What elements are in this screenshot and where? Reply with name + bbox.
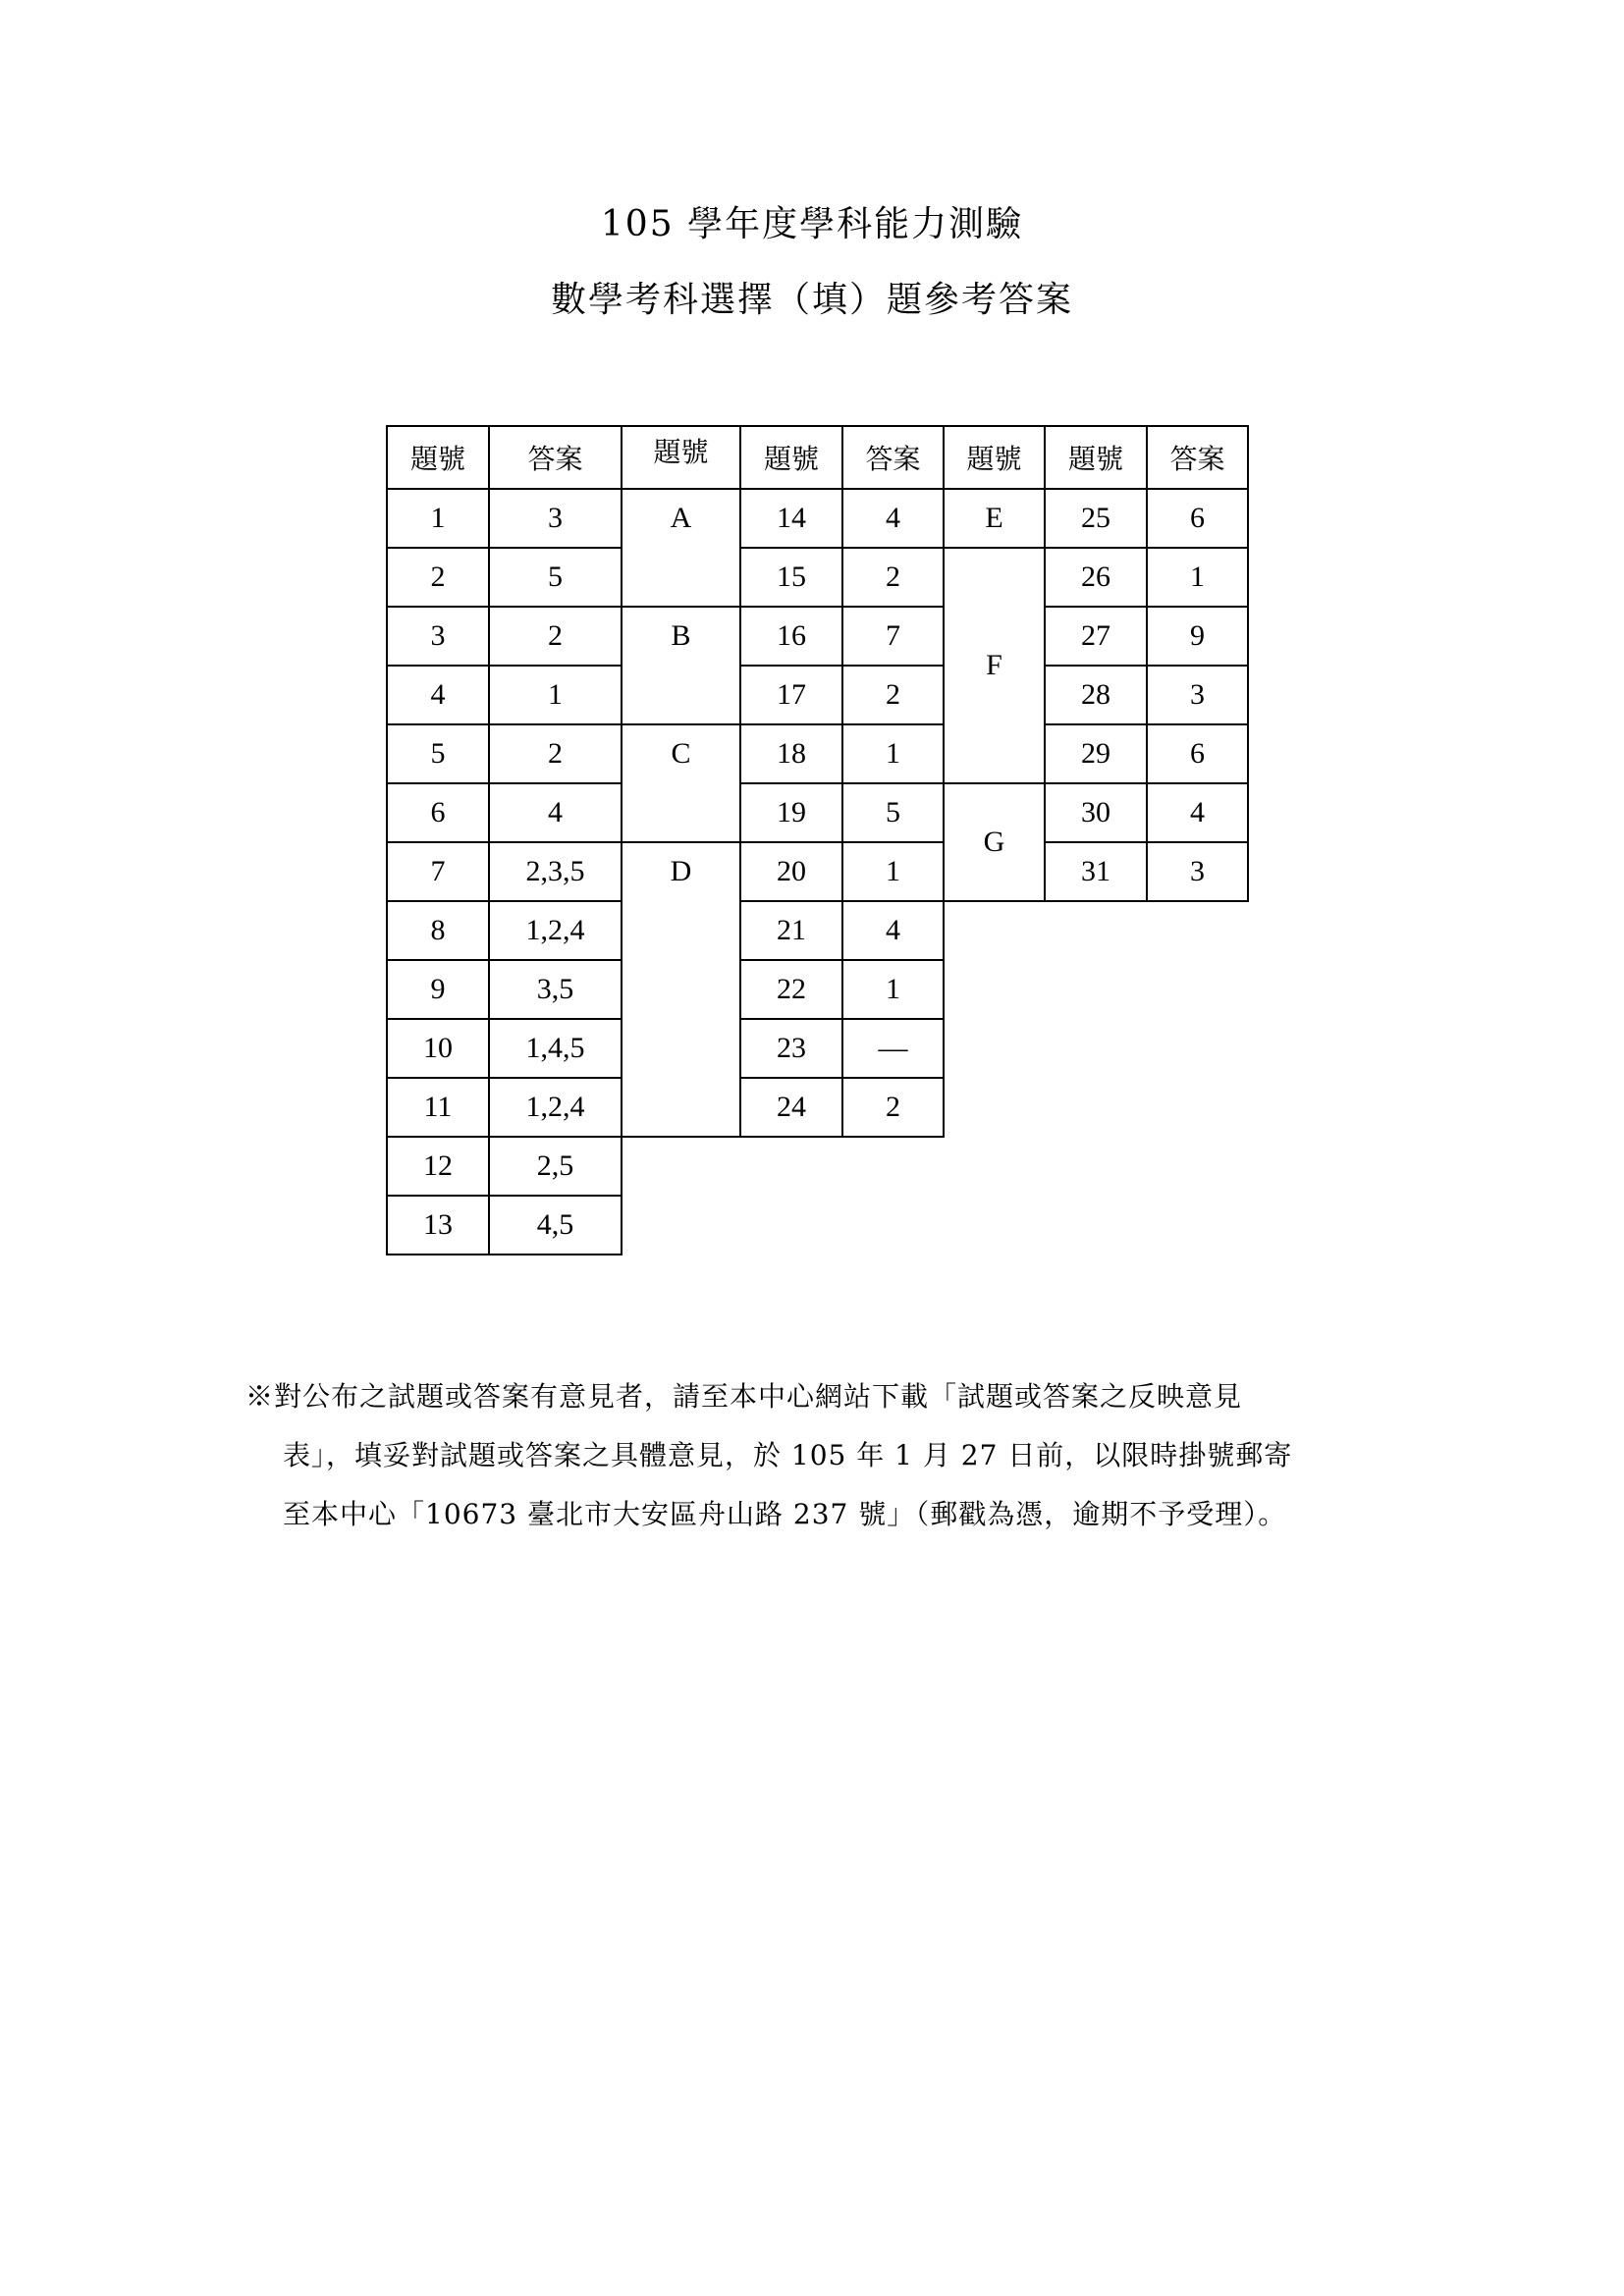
header-ans: 答案 [1147,426,1248,489]
answer-value: 4 [842,901,944,960]
empty-cell [622,1196,1248,1255]
question-number: 23 [740,1019,842,1078]
answer-value: 1,2,4 [489,901,622,960]
header-num: 題號 [740,426,842,489]
question-number: 29 [1045,724,1147,783]
answer-value: 1 [1147,548,1248,607]
table-row [387,960,1248,1019]
question-number: 5 [387,724,489,783]
question-number: 26 [1045,548,1147,607]
question-number: 10 [387,1019,489,1078]
section-label: D [622,842,740,1137]
table-row [387,607,1248,666]
question-number: 16 [740,607,842,666]
empty-cell [944,901,1248,960]
question-number: 8 [387,901,489,960]
answer-value: 2 [842,666,944,724]
section-label: E [944,489,1045,548]
question-number: 12 [387,1137,489,1196]
answer-value: 3 [1147,666,1248,724]
question-number: 13 [387,1196,489,1255]
header-ans: 答案 [842,426,944,489]
answer-value: 3,5 [489,960,622,1019]
table-row [387,1019,1248,1078]
table-row [387,1078,1248,1137]
question-number: 31 [1045,842,1147,901]
answer-value: 5 [842,783,944,842]
empty-cell [944,1078,1248,1137]
section-label: C [622,724,740,842]
table-row [387,548,1248,607]
note-line: ※對公布之試題或答案有意見者，請至本中心網站下載「試題或答案之反映意見 [245,1380,1243,1413]
answer-value: 2 [489,724,622,783]
answer-value: 1 [842,842,944,901]
table-row [387,842,1248,901]
question-number: 30 [1045,783,1147,842]
table-row [387,724,1248,783]
feedback-note [245,1367,1404,1544]
answer-value: 1 [842,960,944,1019]
table-row [387,1196,1248,1255]
answer-value: 4 [842,489,944,548]
answer-value: 4,5 [489,1196,622,1255]
empty-cell [622,1137,1248,1196]
question-number: 27 [1045,607,1147,666]
question-number: 19 [740,783,842,842]
question-number: 7 [387,842,489,901]
table-row [387,783,1248,842]
table-row [387,901,1248,960]
note-line: 至本中心「10673 臺北市大安區舟山路 237 號」（郵戳為憑，逾期不予受理）。 [283,1498,1287,1530]
answer-value: 4 [489,783,622,842]
answer-value: — [842,1019,944,1078]
empty-cell [944,960,1248,1019]
header-num: 題號 [387,426,489,489]
section-label: F [944,548,1045,783]
answer-value: 1 [489,666,622,724]
question-number: 11 [387,1078,489,1137]
question-number: 22 [740,960,842,1019]
answer-value: 2,5 [489,1137,622,1196]
question-number: 21 [740,901,842,960]
answer-value: 1,2,4 [489,1078,622,1137]
table-row [387,489,1248,548]
empty-cell [944,1019,1248,1078]
question-number: 20 [740,842,842,901]
section-label: A [622,489,740,607]
question-number: 18 [740,724,842,783]
answer-value: 1 [842,724,944,783]
header-num: 題號 [622,426,740,489]
answer-value: 3 [1147,842,1248,901]
answer-value: 3 [489,489,622,548]
answer-value: 6 [1147,489,1248,548]
question-number: 9 [387,960,489,1019]
header-num: 題號 [944,426,1045,489]
question-number: 2 [387,548,489,607]
question-number: 4 [387,666,489,724]
question-number: 24 [740,1078,842,1137]
answer-value: 2 [489,607,622,666]
section-label: B [622,607,740,724]
answer-value: 5 [489,548,622,607]
answer-value: 4 [1147,783,1248,842]
question-number: 28 [1045,666,1147,724]
table-header-row [387,426,1248,489]
question-number: 17 [740,666,842,724]
question-number: 6 [387,783,489,842]
page-title: 105 學年度學科能力測驗 [600,204,1024,244]
header-ans: 答案 [489,426,622,489]
table-row [387,666,1248,724]
answer-value: 2 [842,548,944,607]
question-number: 1 [387,489,489,548]
answer-value: 7 [842,607,944,666]
answer-value: 6 [1147,724,1248,783]
question-number: 3 [387,607,489,666]
answer-value: 2 [842,1078,944,1137]
note-line: 表」，填妥對試題或答案之具體意見，於 105 年 1 月 27 日前，以限時掛號郵寄 [283,1439,1293,1471]
answer-table [386,425,1249,1255]
header-num: 題號 [1045,426,1147,489]
page-subtitle: 數學考科選擇（填）題參考答案 [550,280,1073,320]
answer-value: 2,3,5 [489,842,622,901]
question-number: 14 [740,489,842,548]
answer-value: 9 [1147,607,1248,666]
answer-value: 1,4,5 [489,1019,622,1078]
question-number: 15 [740,548,842,607]
table-row [387,1137,1248,1196]
question-number: 25 [1045,489,1147,548]
section-label: G [944,783,1045,901]
